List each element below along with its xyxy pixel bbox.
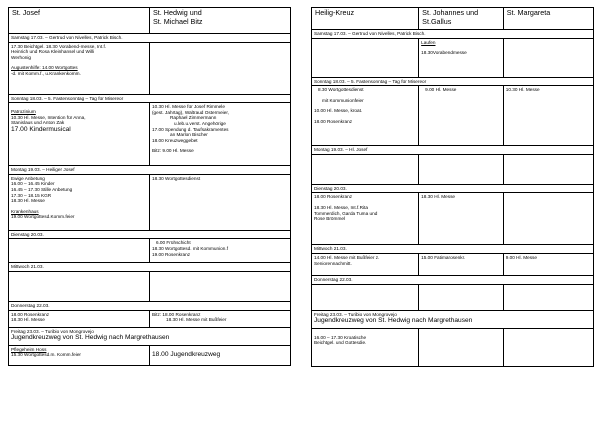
day-heading-text: Dienstag 20.03.: [314, 185, 347, 191]
cell-heilig-kreuz-wednesday: [312, 253, 419, 275]
parish-name: St. Margareta: [506, 8, 551, 17]
day-heading-text: Sonntag 18.03. – 5. Fastensonntag – Tag für Misereor: [11, 95, 124, 101]
cell-st-johannes-wednesday: [419, 253, 504, 275]
entry-line: 18.30 Hl. Messe: [421, 194, 456, 200]
entry-line: 18.30 Wortgottesdienst: [152, 175, 201, 181]
cell-heilig-kreuz-thursday: [312, 284, 419, 310]
entry-line: Beichtgel. und Gottesdie.: [314, 340, 367, 346]
day-heading-text: Donnerstag 22.03.: [11, 302, 50, 308]
entry-line: 16.00 – 16.45 Kinder: [11, 181, 55, 187]
entry-line: 10.00 Hl. Messe, kroat.: [314, 108, 363, 114]
entry-line: 15.30 Wortgottesd.m. Komm.feier: [11, 352, 81, 358]
entry-line: 19.00 Wortgottesd.Komm.feier: [11, 214, 75, 220]
cell-st-johannes-monday: [419, 154, 504, 184]
cell-st-johannes-thursday: [419, 284, 504, 310]
day-heading-text: Mittwoch 21.03.: [11, 264, 44, 270]
parish-header-st-johannes: [419, 8, 504, 30]
cell-st-josef-saturday: [9, 42, 150, 94]
parish-header-st-hedwig: [150, 8, 291, 34]
entry-line: 16.45 – 17.30 Stille Anbetung: [11, 186, 73, 192]
cell-st-hedwig-monday: [150, 174, 291, 230]
day-heading-text: Montag 19.03. – Heiliger Josef: [11, 167, 75, 173]
day-heading-tuesday: [9, 230, 291, 239]
entry-line: 10.30 Hl. Messe, Intention für Anna,: [11, 114, 86, 120]
entry-line: 18.30 Hl. Messe: [11, 317, 45, 323]
right-page: [311, 7, 594, 367]
entry-line: 18.30 Hl. Messe, Int.f.Rita: [314, 204, 368, 210]
cell-st-margareta-tuesday: [503, 193, 593, 245]
cell-heilig-kreuz-monday: [312, 154, 419, 184]
cell-st-hedwig-tuesday: [150, 239, 291, 263]
entry-line: Werhonig: [11, 54, 31, 60]
day-heading-friday: [312, 310, 594, 328]
day-heading-text: Samstag 17.03. – Gertrud von Nivelles, Patrick Bisch.: [314, 31, 426, 36]
entry-line: 17.30 Beichtgel. 18.30 Vorabend-messe, Int.f.: [11, 43, 107, 49]
parish-header-st-josef: [9, 8, 150, 34]
day-heading-saturday: [312, 30, 594, 39]
entry-line: Tommerdich, Garda Tuma und: [314, 210, 378, 216]
cell-st-margareta-monday: [503, 154, 593, 184]
day-heading-sunday: [9, 94, 291, 103]
cell-st-johannes-saturday: [419, 38, 504, 77]
day-subheading-text: Jugendkreuzweg von St. Hedwig nach Margrethausen: [11, 334, 170, 342]
parish-name-line: St.Gallus: [422, 16, 452, 26]
entry-line: 18.30 Wortgottesd. mit Kommunion.f: [152, 245, 228, 251]
day-heading-tuesday: [312, 184, 594, 193]
cell-st-johannes-friday: [419, 328, 504, 366]
parish-name-line: St. Johannes und: [422, 8, 479, 17]
entry-line: Seniorennachmitt.: [314, 260, 352, 266]
cell-st-josef-tuesday: [9, 239, 150, 263]
entry-line: 18.30Vorabendmesse: [421, 50, 467, 56]
entry-line: -d. mit Komm.f., u.Krankenkomm.: [11, 70, 81, 76]
cell-st-margareta-wednesday: [503, 253, 593, 275]
day-heading-wednesday: [312, 245, 594, 254]
entry-line: Rose Brömmel: [314, 216, 345, 222]
cell-st-josef-friday: [9, 345, 150, 365]
cell-st-johannes-sunday: [419, 86, 504, 146]
day-heading-friday: [9, 327, 291, 345]
entry-line: 18.30 Hl. Messe mit Bußfeier: [166, 317, 227, 323]
left-schedule-table: [8, 7, 291, 366]
entry-line: 9.00 Hl. Messe: [425, 87, 457, 93]
parish-name-line: St. Michael Bitz: [153, 16, 203, 26]
entry-line: 18.00 Rosenkranz: [314, 194, 353, 200]
cell-st-josef-wednesday: [9, 271, 150, 301]
entry-line: 9.00 Hl. Messe: [505, 254, 538, 260]
cell-st-margareta-sunday: [503, 86, 593, 146]
entry-line: Pflegeheim Hoss: [11, 346, 47, 352]
entry-line: an Marlon Bischer: [170, 132, 208, 138]
right-schedule-table: [311, 7, 594, 367]
cell-heilig-kreuz-sunday: [312, 86, 419, 146]
cell-st-margareta-thursday: [503, 284, 593, 310]
entry-line: Bitz: 9.00 Hl. Messe: [152, 148, 194, 154]
entry-line: 10.30 Hl. Messe: [505, 87, 540, 93]
day-heading-text: Montag 19.03. – Hl. Josef: [314, 147, 368, 153]
entry-line: 17.00 Spendung d. Taufsakramentes: [152, 126, 229, 132]
day-heading-monday: [312, 146, 594, 155]
parish-header-st-margareta: [503, 8, 593, 30]
cell-st-margareta-friday: [503, 328, 593, 366]
entry-line: 19.00 Rosenkranz: [152, 251, 191, 257]
entry-line: 18.00 Kreuzweggebet: [152, 137, 198, 143]
cell-st-hedwig-thursday: [150, 310, 291, 327]
cell-st-johannes-tuesday: [419, 193, 504, 245]
entry-line: Raphael Zimmermann: [170, 115, 217, 121]
cell-st-hedwig-sunday: [150, 103, 291, 166]
entry-line: Augustenhilfe: 14.00 Wortgottes: [11, 65, 78, 71]
day-heading-thursday: [9, 301, 291, 310]
day-heading-text: Donnerstag 22.03.: [314, 276, 353, 282]
day-heading-wednesday: [9, 263, 291, 272]
entry-line: 18.00 Rosenkranz: [11, 311, 50, 317]
day-subheading-text: Jugendkreuzweg von St. Hedwig nach Margrethausen: [314, 317, 473, 325]
entry-line: 18.30 Hl. Messe: [11, 198, 45, 204]
parish-name-line: St. Hedwig und: [153, 8, 202, 17]
day-heading-thursday: [312, 275, 594, 284]
entry-line: 10.30 Hl. Messe für Josef Rimmele: [152, 104, 225, 110]
parish-name: St. Josef: [12, 8, 40, 17]
entry-line: 15.00 Fatimarosenkr.: [421, 254, 466, 260]
entry-line: u.leb.u.verst. Angehörige: [174, 120, 226, 126]
cell-st-hedwig-wednesday: [150, 271, 291, 301]
day-heading-text: Freitag 23.03. – Turibio von Mongrovejo: [314, 311, 397, 317]
entry-line: Laufen: [421, 39, 436, 45]
cell-heilig-kreuz-tuesday: [312, 193, 419, 245]
entry-line: 6.00 Frühschicht: [156, 240, 191, 246]
entry-line: 18.00 Rosenkranz: [314, 118, 353, 124]
cell-heilig-kreuz-saturday: [312, 38, 419, 77]
entry-line: Ewige Anbetung: [11, 175, 45, 181]
cell-st-hedwig-saturday: [150, 42, 291, 94]
entry-line: (gest. Jahrtag), Waltraud Ostermeier,: [152, 109, 229, 115]
entry-line: 17.30 – 18.15 KGR: [11, 192, 52, 198]
entry-line: 8.30 Wortgottesdienst: [318, 87, 364, 93]
entry-line: 17.00 Kindermusical: [11, 125, 71, 133]
parish-header-heilig-kreuz: [312, 8, 419, 30]
entry-line: mit Kommunionfeier: [322, 97, 364, 103]
entry-line: Heinrich und Rosa Kleinhansel und Willi: [11, 49, 95, 55]
entry-line: Stanislaus und Anton Zak: [11, 120, 65, 126]
day-heading-text: Sonntag 18.03. – 5. Fastensonntag – Tag für Misereor: [314, 78, 427, 84]
cell-st-margareta-saturday: [503, 38, 593, 77]
day-heading-text: Dienstag 20.03.: [11, 231, 44, 237]
day-heading-monday: [9, 166, 291, 175]
day-heading-text: Freitag 23.03. – Turibio von Mongrovejo: [11, 328, 94, 334]
cell-st-josef-thursday: [9, 310, 150, 327]
cell-heilig-kreuz-friday: [312, 328, 419, 366]
cell-st-hedwig-friday: [150, 345, 291, 365]
cell-st-josef-monday: [9, 174, 150, 230]
left-page: [8, 7, 291, 366]
cell-st-josef-sunday: [9, 103, 150, 166]
entry-line: Krankenhaus: [11, 208, 39, 214]
day-heading-sunday: [312, 77, 594, 86]
entry-line: 18.00 Jugendkreuzweg: [152, 350, 221, 358]
entry-line: Bitz: 18.00 Rosenkranz: [152, 311, 201, 317]
entry-line: 14.00 Hl. Messe mit Bußfeier z.: [314, 254, 380, 260]
day-heading-text: Samstag 17.03. – Gertrud von Nivelles, Patrick Bisch.: [11, 35, 123, 40]
day-heading-text: Mittwoch 21.03.: [314, 246, 347, 252]
entry-line: 16.00 – 17.30 Kroatische: [314, 334, 367, 340]
entry-line: Patrozinium: [11, 109, 36, 115]
parish-name: Heilig-Kreuz: [315, 8, 355, 17]
day-heading-saturday: [9, 34, 291, 43]
